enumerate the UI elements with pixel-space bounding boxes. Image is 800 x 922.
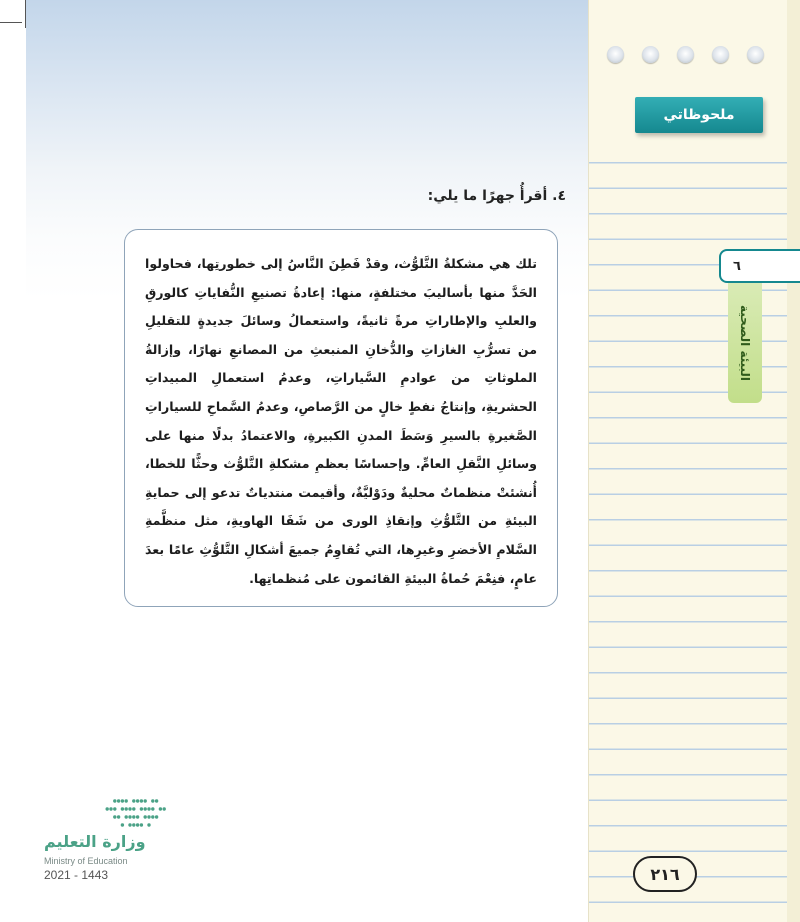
logo-dot (147, 807, 150, 810)
logo-dot (163, 807, 166, 810)
logo-dot (117, 815, 120, 818)
logo-dot (113, 815, 116, 818)
logo-dot (128, 807, 131, 810)
logo-dot (128, 823, 131, 826)
logo-dot (155, 815, 158, 818)
logo-dot (140, 799, 143, 802)
ministry-logo-dots-icon (88, 796, 178, 832)
ministry-logo (44, 796, 194, 886)
logo-dot (113, 799, 116, 802)
logo-dot (121, 823, 124, 826)
binder-rings (607, 46, 764, 63)
logo-dot (117, 799, 120, 802)
binder-ring-icon (712, 46, 729, 63)
binder-ring-icon (677, 46, 694, 63)
notes-panel (588, 0, 800, 922)
reading-passage-box (124, 229, 558, 607)
logo-dot (140, 807, 143, 810)
ministry-name-english: Ministry of Education (44, 856, 128, 866)
unit-title: البيئة الصحية (738, 304, 752, 382)
notes-label: ملحوظاتي (635, 97, 763, 133)
logo-dot (132, 815, 135, 818)
page-number: ٢١٦ (633, 856, 697, 892)
edition-year: 2021 - 1443 (44, 868, 109, 882)
ministry-name-arabic: وزارة التعليم (44, 832, 146, 851)
logo-dot (159, 807, 162, 810)
logo-dot (155, 799, 158, 802)
logo-dot (132, 807, 135, 810)
logo-dot (140, 823, 143, 826)
logo-dot (125, 815, 128, 818)
logo-dot (106, 807, 109, 810)
notes-panel-edge (787, 0, 800, 922)
binder-ring-icon (607, 46, 624, 63)
logo-dot (151, 807, 154, 810)
logo-dot (147, 815, 150, 818)
logo-dot (121, 799, 124, 802)
logo-dot (147, 823, 150, 826)
logo-dot (109, 807, 112, 810)
logo-dot (144, 807, 147, 810)
logo-dot (113, 807, 116, 810)
logo-dot (132, 799, 135, 802)
binder-ring-icon (642, 46, 659, 63)
logo-dot (151, 815, 154, 818)
logo-dot (144, 815, 147, 818)
reading-passage-text: تلك هي مشكلةُ التَّلوُّث، وقدْ فَطِنَ النَّاسُ إلى خطورتِها، فحاولوا الحَدَّ منها بأساليبَ مختلفةٍ، منها: إعادةُ تصنيعِ النُّفاياتِ كالورقِ والعلبِ والإطاراتِ مرةً ثانيةً، واستعمالُ وسائلَ جديدةٍ للتقليلِ من تسرُّبِ الغازاتِ والدُّخانِ المنبعثِ من المصانعِ نهارًا، وإزالةُ الملوثاتِ من عوادمِ السَّياراتِ، وعدمُ استعمالِ المبيداتِ الحشريةِ، وإنتاجُ نفطٍ خالٍ من الرَّصاصِ، وعدمُ السَّماحِ للسياراتِ الصَّغيرةِ بالسيرِ وَسَطَ المدنِ الكبيرةِ، والاعتمادُ بدلًا منها على وسائلِ النَّقلِ العامِّ. وإحساسًا بعظمِ مشكلةِ التَّلوُّث وحثًّا للخطا، أُنشئتْ منظماتٌ محليةٌ ودَوْليَّةٌ، وأقيمت منتدياتٌ تدعو إلى حمايةِ البيئةِ من التَّلوُّثِ وإنقاذِ الورى من شَفَا الهاويةِ، مثل منظَّمةِ السَّلامِ الأخضرِ وغيرِها، التي تُقاوِمُ جميعَ أشكالِ التَّلوُّثِ عامًا بعدَ عامٍ، فنِعْمَ حُماةُ البيئةِ القائمون على مُنظماتِها. (145, 256, 537, 586)
logo-dot (136, 823, 139, 826)
section-title: ٤. أقرأُ جهرًا ما يلي: (427, 188, 566, 204)
logo-dot (144, 799, 147, 802)
logo-dot (125, 807, 128, 810)
logo-dot (125, 799, 128, 802)
logo-dot (151, 799, 154, 802)
logo-dot (136, 799, 139, 802)
crop-mark-left-horizontal (0, 22, 22, 23)
logo-dot (132, 823, 135, 826)
logo-dot (136, 815, 139, 818)
logo-dot (128, 815, 131, 818)
unit-title-tab (728, 283, 762, 403)
logo-dot (121, 807, 124, 810)
binder-ring-icon (747, 46, 764, 63)
unit-number-tab: ٦ (719, 249, 800, 283)
